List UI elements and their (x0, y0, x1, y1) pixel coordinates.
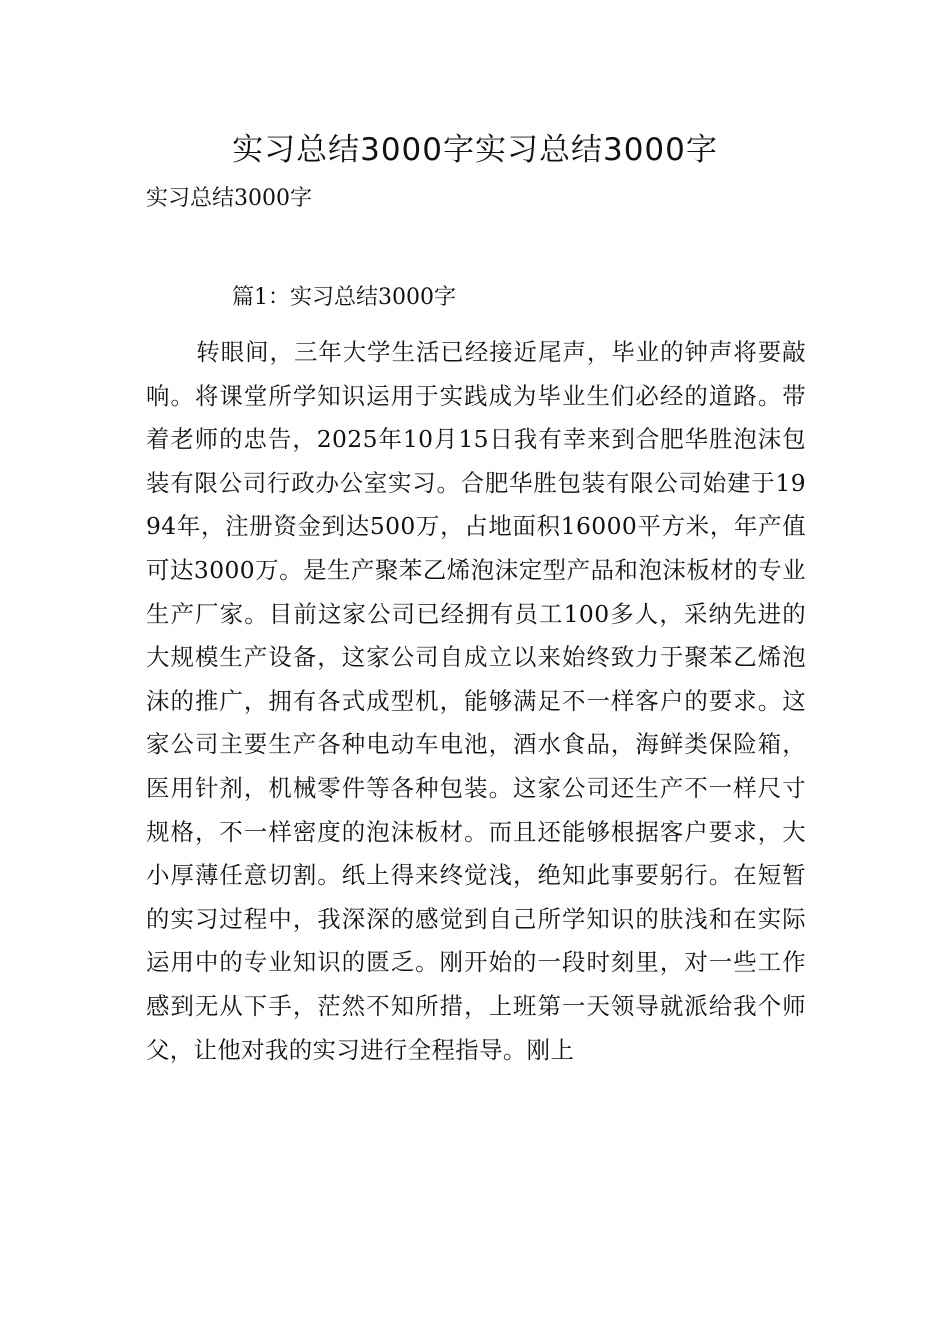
document-subtitle: 实习总结3000字 (146, 186, 312, 211)
section-heading: 篇1：实习总结3000字 (232, 285, 456, 310)
body-paragraph: 转眼间，三年大学生活已经接近尾声，毕业的钟声将要敲响。将课堂所学知识运用于实践成为毕业生们必经的道路。带着老师的忠告，2025年10月15日我有幸来到合肥华胜泡沫包装有限公司行政办公室实习。合肥华胜包装有限公司始建于1994年，注册资金到达500万，占地面积16000平方米，年产值可达3000万。是生产聚苯乙烯泡沫定型产品和泡沫板材的专业生产厂家。目前这家公司已经拥有员工100多人，采纳先进的大规模生产设备，这家公司自成立以来始终致力于聚苯乙烯泡沫的推广，拥有各式成型机，能够满足不一样客户的要求。这家公司主要生产各种电动车电池，酒水食品，海鲜类保险箱，医用针剂，机械零件等各种包装。这家公司还生产不一样尺寸规格，不一样密度的泡沫板材。而且还能够根据客户要求，大小厚薄任意切割。纸上得来终觉浅，绝知此事要躬行。在短暂的实习过程中，我深深的感觉到自己所学知识的肤浅和在实际运用中的专业知识的匮乏。刚开始的一段时刻里，对一些工作感到无从下手，茫然不知所措，上班第一天领导就派给我个师父，让他对我的实习进行全程指导。刚上 (146, 338, 806, 1064)
document-title: 实习总结3000字实习总结3000字 (232, 132, 718, 168)
